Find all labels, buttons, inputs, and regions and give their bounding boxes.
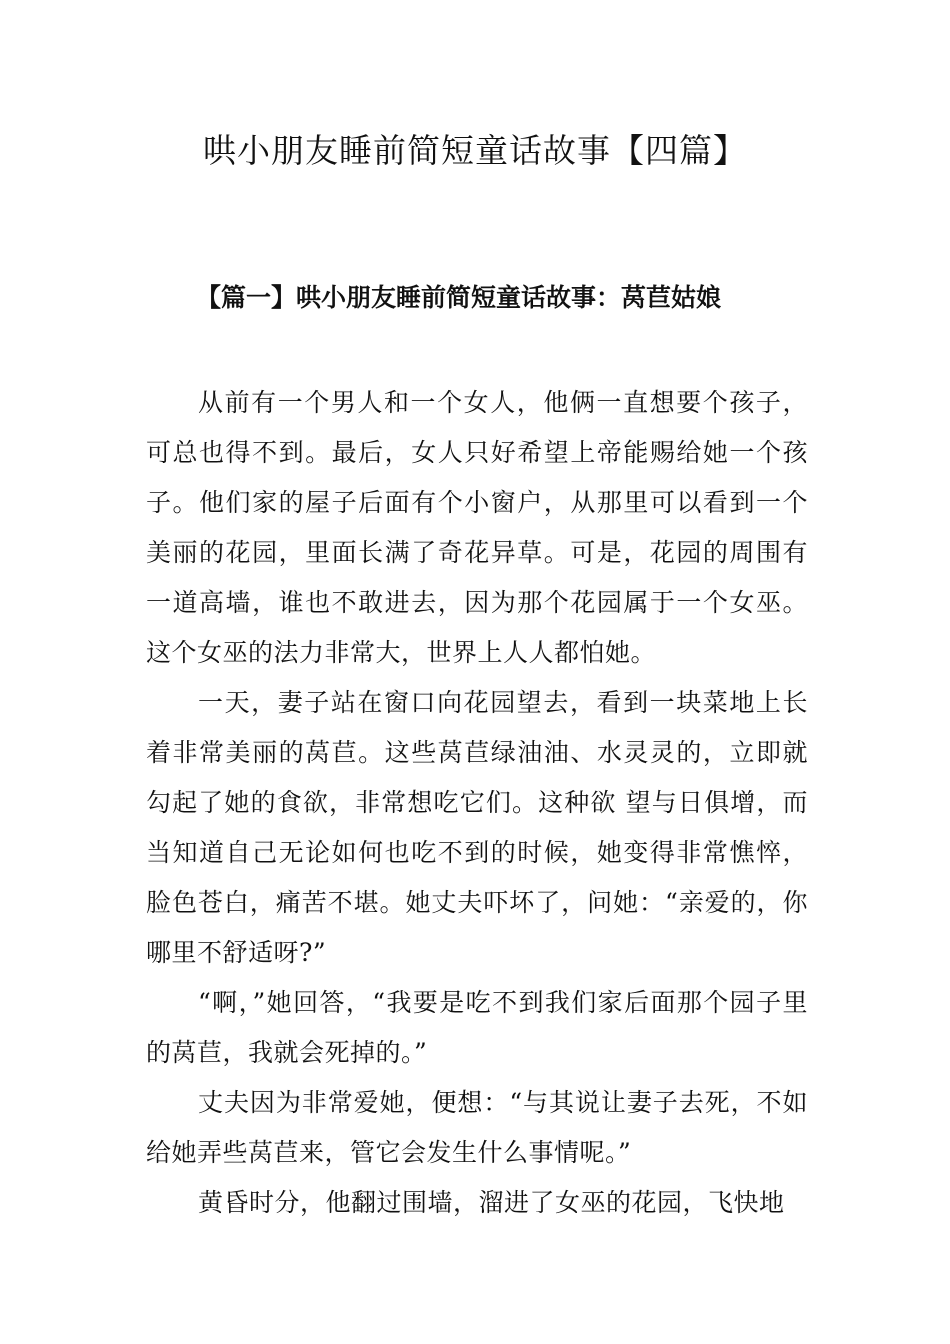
story-body [146, 378, 808, 1228]
paragraph-3: “啊，”她回答，“我要是吃不到我们家后面那个园子里的莴苣，我就会死掉的。” [146, 988, 808, 1067]
paragraph-2: 一天，妻子站在窗口向花园望去，看到一块菜地上长着非常美丽的莴苣。这些莴苣绿油油、水灵灵的，立即就勾起了她的食欲，非常想吃它们。这种欲 望与日俱增，而当知道自己无论如何也吃不到的时候，她变得非常憔悴，脸色苍白，痛苦不堪。她丈夫吓坏了，问她：“亲爱的，你哪里不舒适呀?” [146, 688, 808, 967]
paragraph-1: 从前有一个男人和一个女人，他俩一直想要个孩子，可总也得不到。最后，女人只好希望上帝能赐给她一个孩子。他们家的屋子后面有个小窗户，从那里可以看到一个美丽的花园，里面长满了奇花异草。可是，花园的周围有一道高墙，谁也不敢进去，因为那个花园属于一个女巫。这个女巫的法力非常大，世界上人人都怕她。 [146, 388, 808, 667]
paragraph-4: 丈夫因为非常爱她，便想：“与其说让妻子去死，不如给她弄些莴苣来，管它会发生什么事情呢。” [146, 1088, 808, 1167]
section-heading: 【篇一】哄小朋友睡前简短童话故事：莴苣姑娘 [196, 283, 722, 312]
document-title: 哄小朋友睡前简短童话故事【四篇】 [203, 131, 747, 170]
paragraph-5: 黄昏时分，他翻过围墙，溜进了女巫的花园，飞快地 [198, 1188, 785, 1217]
